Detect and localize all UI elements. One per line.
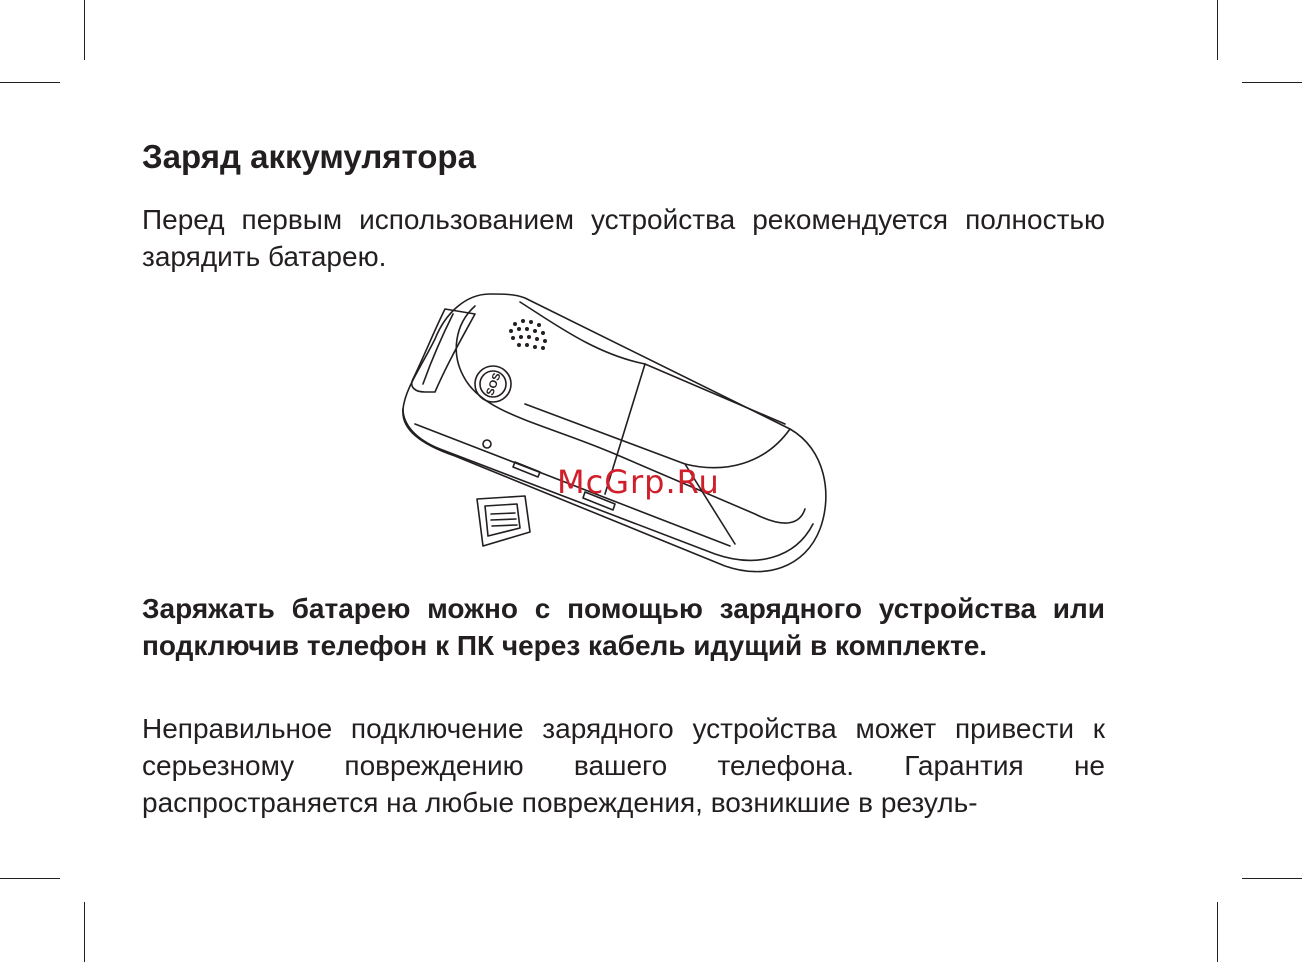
crop-mark-bottom-right-h bbox=[1242, 878, 1302, 879]
crop-mark-top-left-v bbox=[84, 0, 85, 60]
crop-mark-top-right-h bbox=[1242, 82, 1302, 83]
phone-body-outline bbox=[403, 294, 826, 572]
crop-mark-bottom-right-v bbox=[1217, 902, 1218, 962]
speaker-grille bbox=[509, 319, 547, 350]
section-heading: Заряд аккумулятора bbox=[142, 138, 476, 175]
phone-charging-illustration bbox=[395, 284, 845, 579]
crop-mark-bottom-left-h bbox=[0, 878, 60, 879]
side-hole bbox=[483, 440, 491, 448]
watermark: McGrp.Ru bbox=[557, 463, 720, 501]
sos-label: SOS bbox=[484, 371, 504, 398]
crop-mark-bottom-left-v bbox=[84, 902, 85, 962]
charging-note-paragraph: Заряжать батарею можно с помощью зарядного устройства или подключив телефон к ПК через кабель идущий в комплекте. bbox=[142, 593, 1105, 661]
crop-mark-top-right-v bbox=[1217, 0, 1218, 60]
intro-paragraph: Перед первым использованием устройства рекомендуется полностью зарядить батарею. bbox=[142, 204, 1105, 272]
panel-divider-3 bbox=[645, 364, 785, 424]
panel-divider-1 bbox=[520, 302, 645, 364]
panel-divider-4 bbox=[525, 404, 685, 464]
charger-connector bbox=[477, 496, 530, 546]
crop-mark-top-left-h bbox=[0, 82, 60, 83]
charger-pin-lines bbox=[491, 513, 517, 526]
warning-paragraph: Неправильное подключение зарядного устройства может привести к серьезному повреждению вашего телефона. Гарантия не распространяется на любые повреждения, возникшие в резуль- bbox=[142, 713, 1105, 818]
